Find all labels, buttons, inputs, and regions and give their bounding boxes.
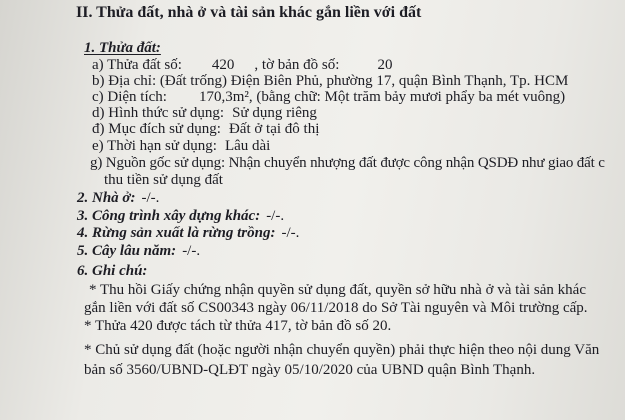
item-perennial-trees bbox=[77, 242, 200, 260]
item-planted-forest-value: -/-. bbox=[281, 225, 300, 241]
land-item-g-line1: g) Nguồn gốc sử dụng: Nhận chuyển nhượng đất được công nhận QSDĐ như giao đất c bbox=[90, 155, 605, 171]
map-sheet-value: 20 bbox=[377, 57, 393, 73]
section-title: II. Thửa đất, nhà ở và tài sản khác gắn liền với đất bbox=[76, 4, 422, 21]
usage-purpose-value: Đất ở tại đô thị bbox=[228, 121, 320, 137]
land-heading: 1. Thửa đất: bbox=[84, 40, 161, 56]
note-line-1: * Thu hồi Giấy chứng nhận quyền sử dụng đất, quyền sở hữu nhà ở và tài sản khác bbox=[89, 282, 586, 298]
note-line-2: gắn liền với đất số CS00343 ngày 06/11/2018 do Sở Tài nguyên và Môi trường cấp. bbox=[84, 300, 588, 316]
area-value: 170,3m², (bằng chữ: Một trăm bảy mươi phẩy ba mét vuông) bbox=[198, 89, 566, 105]
item-other-construction bbox=[77, 207, 284, 225]
item-planted-forest bbox=[77, 224, 299, 242]
item-other-construction-value: -/-. bbox=[266, 208, 285, 224]
item-perennial-trees-value: -/-. bbox=[182, 243, 201, 259]
area-label: c) Diện tích: bbox=[92, 89, 167, 105]
land-item-dd bbox=[92, 120, 319, 138]
usage-purpose-label: đ) Mục đích sử dụng: bbox=[92, 121, 221, 137]
item-other-construction-label: 3. Công trình xây dựng khác: bbox=[77, 208, 261, 224]
usage-form-label: d) Hình thức sử dụng: bbox=[92, 105, 225, 121]
usage-form-value: Sử dụng riêng bbox=[232, 105, 317, 121]
land-item-b: b) Địa chỉ: (Đất trống) Điện Biên Phủ, phường 17, quận Bình Thạnh, Tp. HCM bbox=[92, 73, 569, 89]
item-house-label: 2. Nhà ở: bbox=[77, 190, 136, 206]
note-line-3: * Thửa 420 được tách từ thửa 417, tờ bản đồ số 20. bbox=[84, 318, 392, 334]
item-house-value: -/-. bbox=[141, 190, 160, 206]
map-sheet-label: , tờ bản đồ số: bbox=[254, 57, 340, 73]
usage-term-label: e) Thời hạn sử dụng: bbox=[92, 138, 217, 154]
land-item-e bbox=[92, 137, 270, 155]
item-planted-forest-label: 4. Rừng sản xuất là rừng trồng: bbox=[77, 225, 276, 241]
note-line-4: * Chủ sử dụng đất (hoặc người nhận chuyển quyền) phải thực hiện theo nội dung Văn bbox=[84, 342, 600, 358]
land-item-g-line2: thu tiền sử dụng đất bbox=[104, 172, 223, 188]
land-number-label: a) Thửa đất số: bbox=[92, 57, 182, 73]
item-house bbox=[77, 189, 159, 207]
item-perennial-trees-label: 5. Cây lâu năm: bbox=[77, 243, 177, 259]
note-line-5: bản số 3560/UBND-QLĐT ngày 05/10/2020 của UBND quận Bình Thạnh. bbox=[84, 362, 536, 378]
notes-heading: 6. Ghi chú: bbox=[77, 263, 148, 279]
usage-term-value: Lâu dài bbox=[224, 138, 271, 154]
land-number-value: 420 bbox=[211, 57, 235, 73]
